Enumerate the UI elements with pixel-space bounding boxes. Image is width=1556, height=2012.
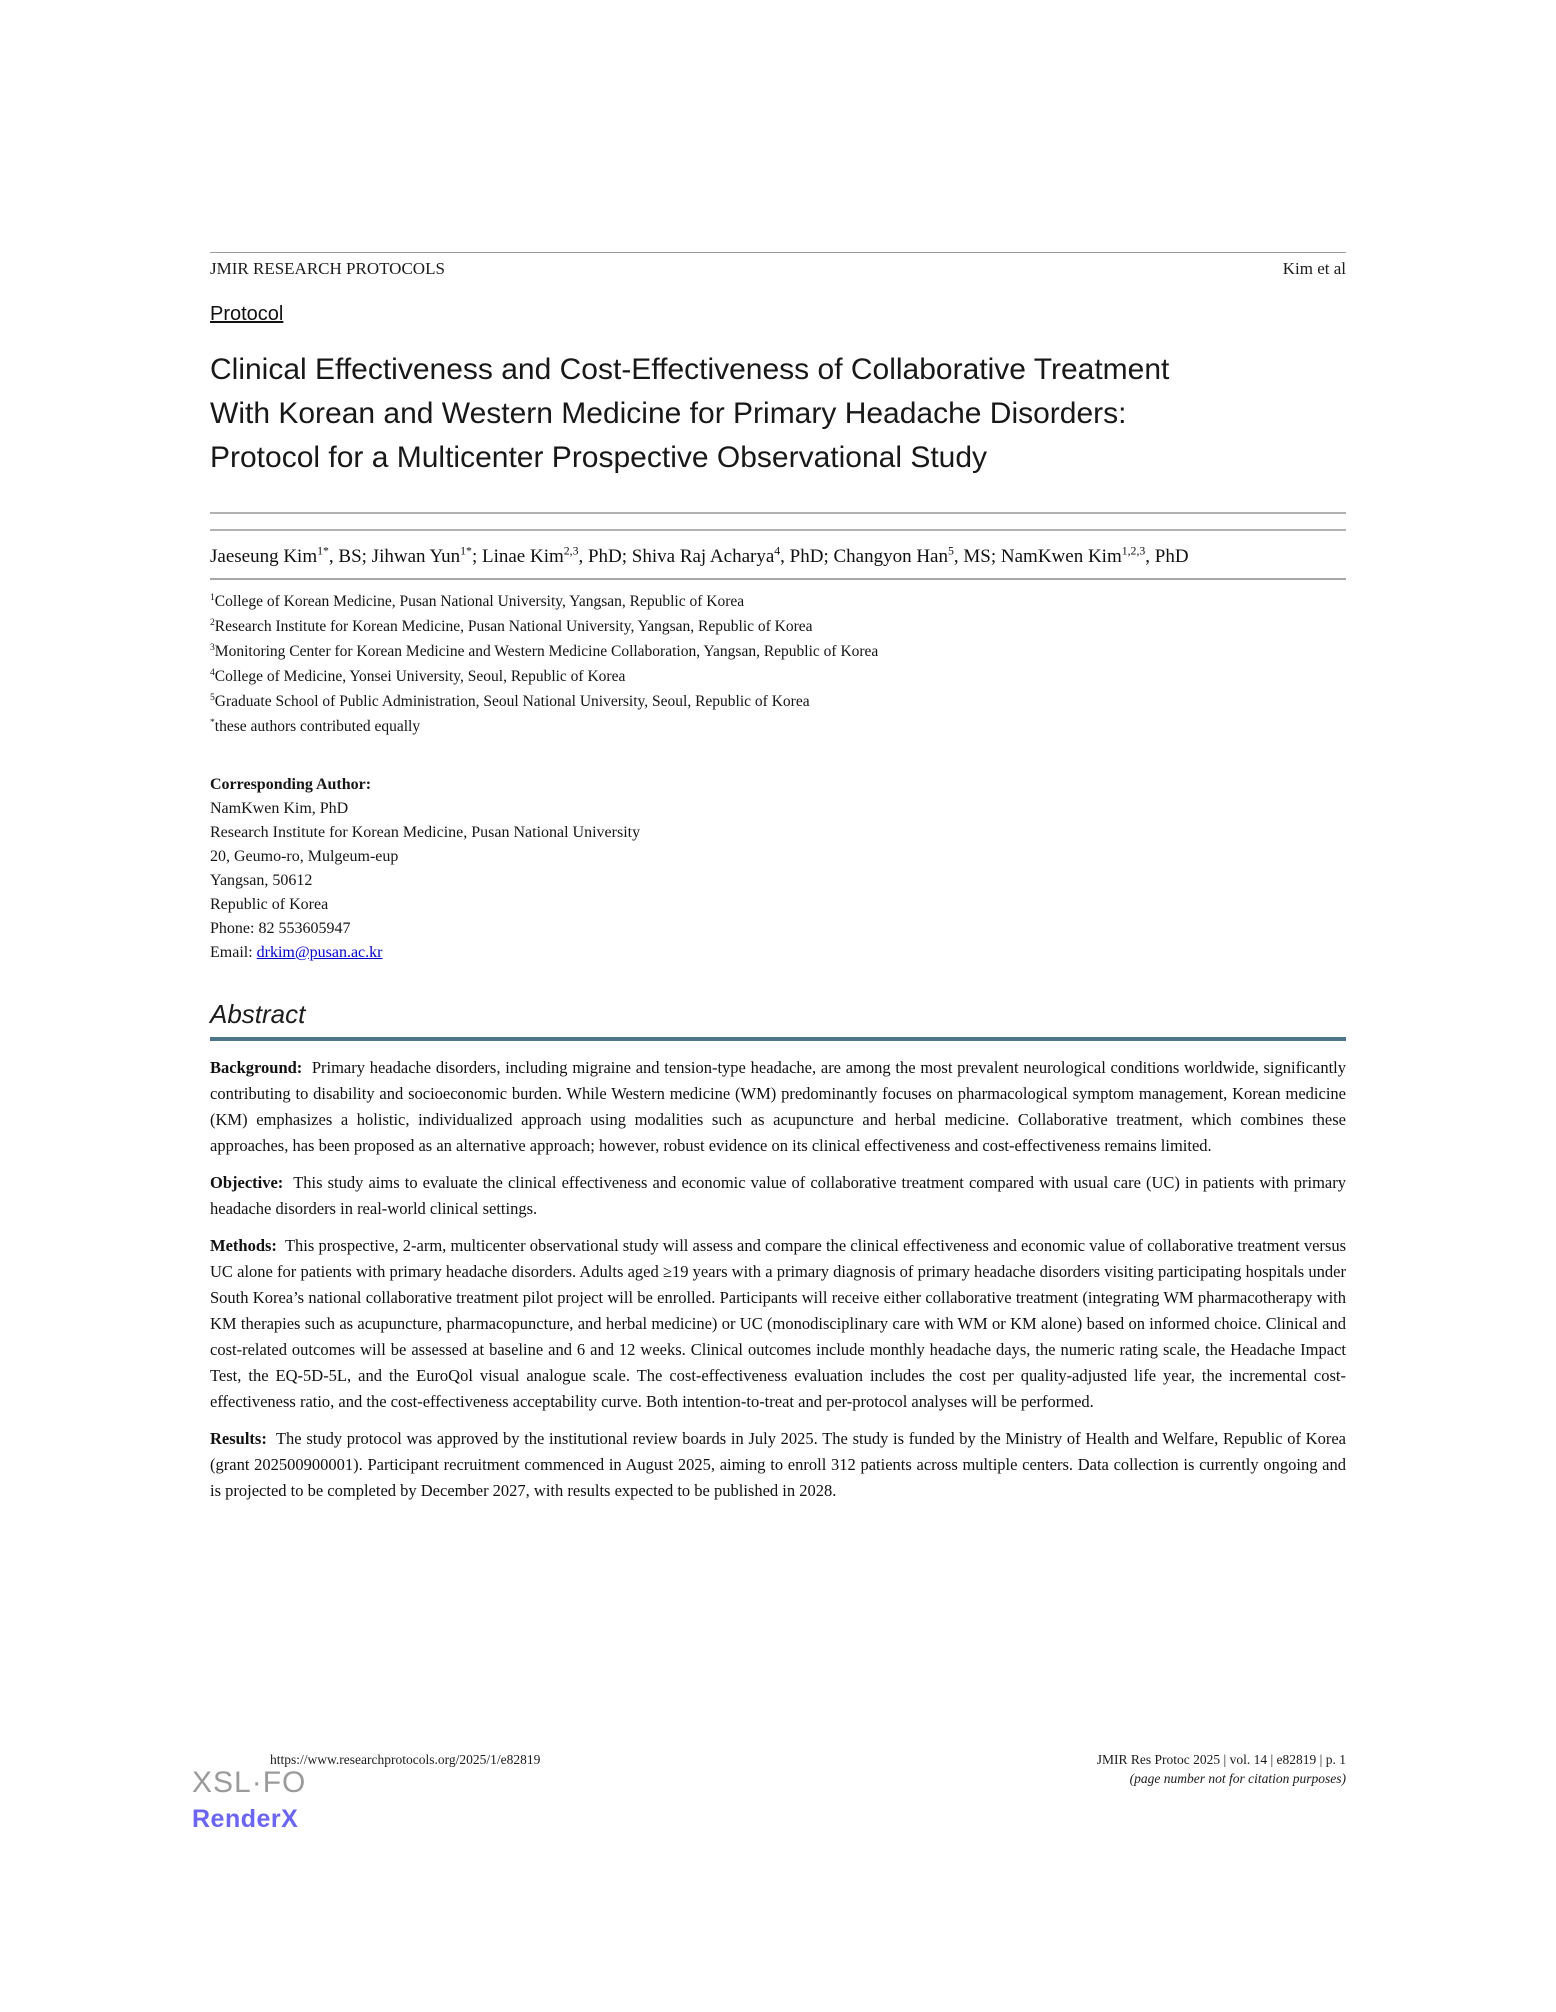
affiliation-item	[210, 689, 1346, 714]
header-rule	[210, 252, 1346, 253]
abstract-objective-label: Objective:	[210, 1173, 284, 1192]
author-affiliation-sup: 1*	[460, 544, 472, 558]
abstract-objective-text: This study aims to evaluate the clinical effectiveness and economic value of collaborative treatment compared with usual care (UC) in patients with primary headache disorders in real-world clinical settings.	[210, 1173, 1346, 1218]
author-degree: ;	[471, 546, 482, 567]
title-divider	[210, 512, 1346, 531]
affiliation-text: Graduate School of Public Administration, Seoul National University, Seoul, Republic of Korea	[214, 693, 810, 710]
affiliation-number: 5	[210, 691, 215, 703]
article-title: Clinical Effectiveness and Cost-Effectiveness of Collaborative Treatment With Korean and Western Medicine for Primary Headache Disorders: Protocol for a Multicenter Prospective Observational Study	[210, 353, 1170, 474]
affiliation-item	[210, 589, 1346, 614]
affiliation-number: *	[210, 716, 215, 728]
author-name: Jihwan Yun	[371, 546, 461, 567]
affiliation-item	[210, 639, 1346, 664]
abstract-objective	[210, 1170, 1346, 1222]
author-name: Linae Kim	[481, 546, 564, 567]
running-authors: Kim et al	[1282, 259, 1346, 278]
corresponding-author-line: 20, Geumo-ro, Mulgeum-eup	[210, 848, 399, 865]
author-name: Shiva Raj Acharya	[631, 546, 775, 567]
affiliation-text: College of Korean Medicine, Pusan National University, Yangsan, Republic of Korea	[214, 593, 745, 610]
page-content	[210, 252, 1346, 1504]
footer-citation-note: (page number not for citation purposes)	[1129, 1771, 1346, 1786]
author-affiliation-sup: 5	[948, 544, 954, 558]
author-affiliation-sup: 2,3	[563, 544, 579, 558]
affiliations-list	[210, 589, 1346, 739]
abstract-methods-text: This prospective, 2-arm, multicenter observational study will assess and compare the clinical effectiveness and economic value of collaborative treatment versus UC alone for patients with primary headache disorders. Adults aged ≥19 years with a primary diagnosis of primary headache disorders visiting participating hospitals under South Korea’s national collaborative treatment pilot project will be enrolled. Participants will receive either collaborative treatment (integrating WM pharmacotherapy with KM therapies such as acupuncture, pharmacopuncture, and herbal medicine) or UC (monodisciplinary care with WM or KM alone) based on informed choice. Clinical and cost-related outcomes will be assessed at baseline and 6 and 12 weeks. Clinical outcomes include monthly headache days, the numeric rating scale, the Headache Impact Test, the EQ-5D-5L, and the EuroQol visual analogue scale. The cost-effectiveness evaluation includes the cost per quality-adjusted life year, the incremental cost-effectiveness ratio, and the cost-effectiveness acceptability curve. Both intention-to-treat and per-protocol analyses will be performed.	[210, 1236, 1346, 1411]
author-degree: , MS;	[953, 546, 1001, 567]
abstract-divider	[210, 1037, 1346, 1041]
abstract-methods-label: Methods:	[210, 1236, 277, 1255]
author-affiliation-sup: 1,2,3	[1121, 544, 1146, 558]
affiliation-text: these authors contributed equally	[214, 718, 421, 735]
email-label: Email:	[210, 944, 257, 961]
xslfo-logo: XSL·FO	[192, 1766, 307, 1799]
affiliation-item	[210, 664, 1346, 689]
corresponding-author-line: Research Institute for Korean Medicine, Pusan National University	[210, 824, 641, 841]
renderx-logo-block	[192, 1766, 306, 1834]
author-degree: , PhD;	[578, 546, 632, 567]
affiliation-number: 4	[210, 666, 215, 678]
footer-citation-block	[1097, 1750, 1346, 1788]
email-link[interactable]: drkim@pusan.ac.kr	[256, 944, 383, 961]
corresponding-author-line: Phone: 82 553605947	[210, 920, 351, 937]
affiliation-number: 1	[210, 591, 215, 603]
renderx-logo: RenderX	[192, 1805, 299, 1833]
abstract-results-text: The study protocol was approved by the institutional review boards in July 2025. The study is funded by the Ministry of Health and Welfare, Republic of Korea (grant 202500900001). Participant recruitment commenced in August 2025, aiming to enroll 312 patients across multiple centers. Data collection is currently ongoing and is projected to be completed by December 2027, with results expected to be published in 2028.	[210, 1429, 1346, 1500]
abstract-sections	[210, 1055, 1346, 1504]
footer-url: https://www.researchprotocols.org/2025/1/e82819	[270, 1752, 541, 1767]
author-name: NamKwen Kim	[1000, 546, 1122, 567]
abstract-background-text: Primary headache disorders, including migraine and tension-type headache, are among the most prevalent neurological conditions worldwide, significantly contributing to disability and socioeconomic burden. While Western medicine (WM) predominantly focuses on pharmacological symptom management, Korean medicine (KM) emphasizes a holistic, individualized approach using modalities such as acupuncture and herbal medicine. Collaborative treatment, which combines these approaches, has been proposed as an alternative approach; however, robust evidence on its clinical effectiveness and cost-effectiveness remains limited.	[210, 1058, 1346, 1155]
corresponding-author-block	[210, 773, 1346, 965]
affiliation-text: Monitoring Center for Korean Medicine and Western Medicine Collaboration, Yangsan, Republic of Korea	[214, 643, 879, 660]
author-degree: , PhD	[1145, 546, 1189, 567]
affiliation-text: Research Institute for Korean Medicine, Pusan National University, Yangsan, Republic of Korea	[214, 618, 813, 635]
author-affiliation-sup: 1*	[317, 544, 329, 558]
affiliation-item	[210, 614, 1346, 639]
authors-divider	[210, 578, 1346, 580]
corresponding-author-line: Yangsan, 50612	[210, 872, 313, 889]
author-name: Jaeseung Kim	[210, 546, 318, 567]
abstract-results-label: Results:	[210, 1429, 267, 1448]
abstract-results	[210, 1426, 1346, 1504]
corresponding-author-label: Corresponding Author:	[210, 776, 372, 793]
article-type-label: Protocol	[210, 303, 284, 325]
journal-name: JMIR RESEARCH PROTOCOLS	[210, 259, 445, 278]
corresponding-author-lines	[210, 797, 1346, 941]
affiliation-item	[210, 714, 1346, 739]
abstract-heading: Abstract	[210, 999, 306, 1029]
corresponding-email-line	[210, 941, 1346, 965]
affiliation-number: 2	[210, 616, 215, 628]
abstract-background-label: Background:	[210, 1058, 303, 1077]
abstract-background	[210, 1055, 1346, 1159]
affiliation-text: College of Medicine, Yonsei University, Seoul, Republic of Korea	[214, 668, 626, 685]
authors-line	[210, 540, 1346, 573]
author-name: Changyon Han	[833, 546, 948, 567]
affiliation-number: 3	[210, 641, 215, 653]
corresponding-author-line: NamKwen Kim, PhD	[210, 800, 349, 817]
author-affiliation-sup: 4	[774, 544, 781, 558]
author-degree: , PhD;	[780, 546, 834, 567]
running-header	[210, 259, 1346, 279]
footer-citation: JMIR Res Protoc 2025 | vol. 14 | e82819 | p. 1	[1096, 1752, 1346, 1767]
author-degree: , BS;	[328, 546, 372, 567]
corresponding-author-line: Republic of Korea	[210, 896, 329, 913]
abstract-methods	[210, 1233, 1346, 1415]
